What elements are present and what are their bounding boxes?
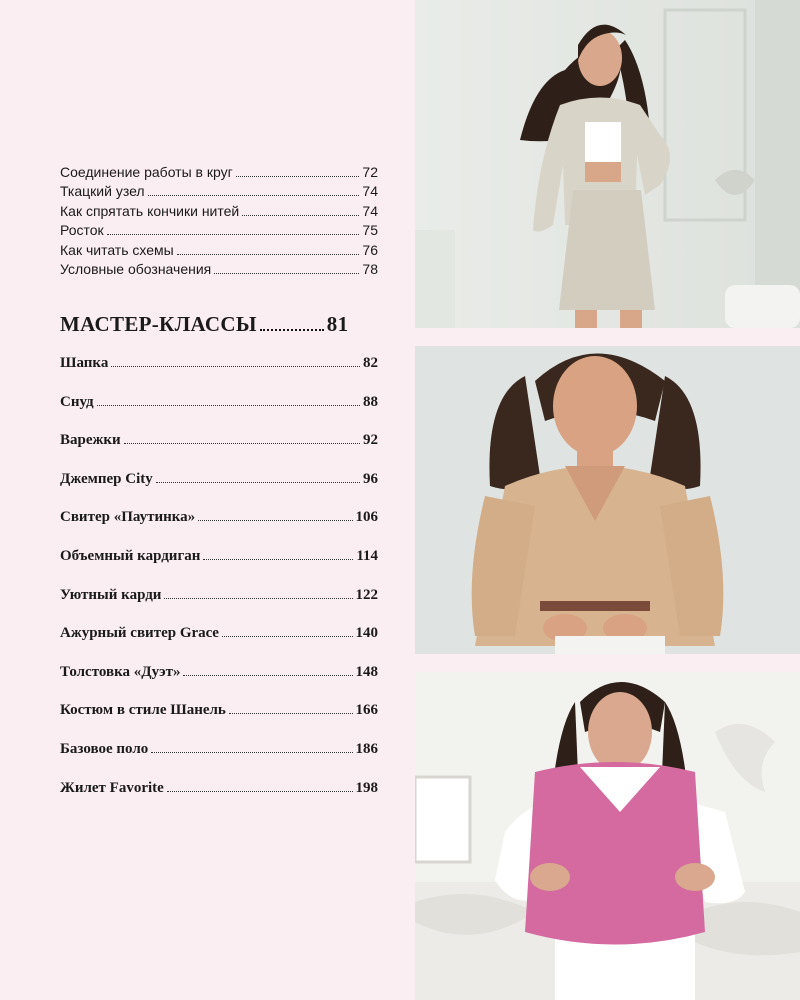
toc-item[interactable] bbox=[60, 392, 378, 431]
toc-item-title: Шапка bbox=[60, 355, 109, 371]
toc-item-page: 186 bbox=[355, 740, 378, 757]
toc-leader-dots bbox=[260, 329, 324, 331]
toc-item-page: 75 bbox=[362, 222, 378, 239]
toc-leader-dots bbox=[148, 195, 360, 196]
toc-item[interactable] bbox=[60, 546, 378, 585]
toc-item-page: 148 bbox=[355, 663, 378, 680]
woman-in-tweed-suit-photo bbox=[415, 0, 800, 328]
toc-leader-dots bbox=[183, 675, 352, 676]
toc-leader-dots bbox=[151, 752, 352, 753]
toc-leader-dots bbox=[111, 366, 360, 367]
toc-leader-dots bbox=[214, 273, 359, 274]
toc-projects-list bbox=[60, 353, 378, 816]
toc-item-page: 106 bbox=[355, 509, 378, 526]
toc-item-page: 198 bbox=[355, 779, 378, 796]
toc-item-title: Базовое поло bbox=[60, 740, 149, 757]
toc-item-title: Ткацкий узел bbox=[60, 183, 145, 200]
toc-leader-dots bbox=[167, 791, 353, 792]
toc-item-page: 88 bbox=[363, 393, 378, 410]
toc-item[interactable] bbox=[60, 430, 378, 469]
toc-item[interactable] bbox=[60, 469, 378, 508]
toc-leader-dots bbox=[198, 520, 352, 521]
toc-item-page: 78 bbox=[362, 260, 378, 277]
toc-item-title: Условные обозначения bbox=[60, 260, 212, 277]
toc-item-title: Соединение работы в круг bbox=[60, 164, 233, 180]
toc-leader-dots bbox=[222, 636, 353, 637]
toc-item[interactable] bbox=[60, 507, 378, 546]
toc-leader-dots bbox=[242, 215, 359, 216]
toc-item-page: 76 bbox=[362, 241, 378, 258]
toc-item-title: Уютный карди bbox=[60, 586, 162, 603]
section-heading-page: 81 bbox=[326, 312, 349, 336]
toc-item[interactable] bbox=[60, 182, 378, 201]
toc-item-title: Толстовка «Дуэт» bbox=[60, 663, 181, 680]
toc-item-page: 74 bbox=[362, 202, 378, 219]
toc-item-page: 92 bbox=[363, 432, 378, 449]
toc-leader-dots bbox=[124, 443, 360, 444]
woman-in-pink-vest-photo bbox=[415, 672, 800, 1000]
toc-item[interactable] bbox=[60, 739, 378, 778]
toc-leader-dots bbox=[229, 713, 353, 714]
toc-item-page: 114 bbox=[356, 547, 378, 564]
toc-item-page: 96 bbox=[363, 470, 378, 487]
toc-item-title: Снуд bbox=[60, 393, 94, 410]
toc-item-page: 72 bbox=[362, 164, 378, 180]
toc-item[interactable] bbox=[60, 353, 378, 392]
toc-leader-dots bbox=[156, 482, 360, 483]
toc-item-title: Жилет Favorite bbox=[60, 779, 164, 796]
toc-item[interactable] bbox=[60, 778, 378, 817]
toc-item[interactable] bbox=[60, 202, 378, 221]
toc-leader-dots bbox=[164, 598, 352, 599]
toc-item[interactable] bbox=[60, 260, 378, 279]
section-heading-title: МАСТЕР-КЛАССЫ bbox=[60, 312, 257, 336]
photo-column bbox=[415, 0, 800, 1000]
toc-leader-dots bbox=[203, 559, 353, 560]
toc-item-title: Как читать схемы bbox=[60, 241, 174, 258]
toc-item-page: 166 bbox=[355, 702, 378, 719]
toc-item-title: Джемпер City bbox=[60, 470, 153, 487]
toc-item[interactable] bbox=[60, 585, 378, 624]
toc-item-page: 122 bbox=[355, 586, 378, 603]
woman-in-beige-sweater-photo bbox=[415, 346, 800, 654]
toc-item[interactable] bbox=[60, 163, 378, 182]
toc-basics-list bbox=[60, 163, 378, 279]
toc-item[interactable] bbox=[60, 623, 378, 662]
toc-leader-dots bbox=[236, 176, 360, 177]
toc-item-title: Объемный кардиган bbox=[60, 547, 201, 564]
toc-item[interactable] bbox=[60, 662, 378, 701]
toc-leader-dots bbox=[107, 234, 360, 235]
toc-item-title: Ажурный свитер Grace bbox=[60, 625, 219, 642]
toc-item-title: Свитер «Паутинка» bbox=[60, 509, 196, 526]
toc-item-page: 82 bbox=[363, 355, 378, 371]
toc-item-title: Росток bbox=[60, 222, 104, 239]
toc-item-page: 140 bbox=[355, 625, 378, 642]
toc-item-title: Костюм в стиле Шанель bbox=[60, 702, 226, 719]
toc-item[interactable] bbox=[60, 241, 378, 260]
toc-item-page: 74 bbox=[362, 183, 378, 200]
toc-item-title: Варежки bbox=[60, 432, 121, 449]
toc-leader-dots bbox=[97, 405, 360, 406]
toc-item[interactable] bbox=[60, 221, 378, 240]
toc-item-title: Как спрятать кончики нитей bbox=[60, 202, 240, 219]
toc-leader-dots bbox=[177, 254, 360, 255]
toc-item[interactable] bbox=[60, 700, 378, 739]
section-heading[interactable] bbox=[60, 312, 378, 337]
